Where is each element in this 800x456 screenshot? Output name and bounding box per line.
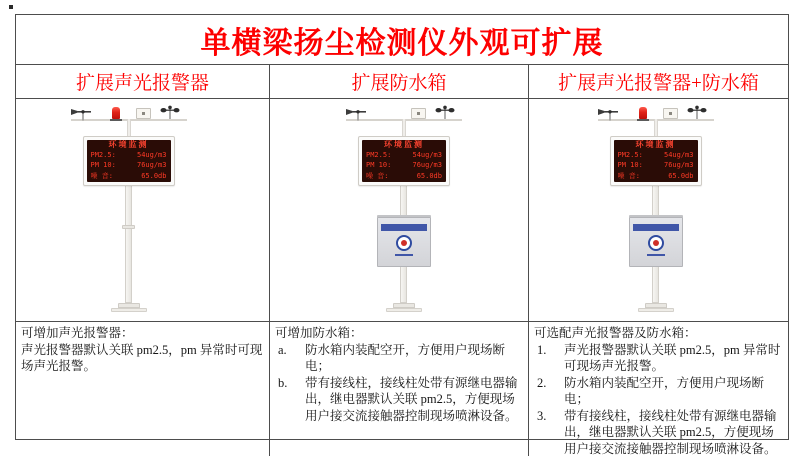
led-screen [614, 140, 698, 182]
box-label-strip [633, 224, 679, 231]
pole-base-plate [386, 308, 422, 312]
notes-cell-2 [269, 322, 529, 456]
led-display [83, 136, 175, 186]
table-image-row [16, 99, 788, 322]
list-text: 防水箱内装配空开，方便用户现场断电； [564, 375, 765, 406]
led-screen [87, 140, 171, 182]
note-intro: 可增加声光报警器： [21, 326, 134, 340]
table-notes-row [16, 322, 788, 456]
led-screen-title: 环境监测 [384, 140, 424, 149]
anemometer-icon [160, 105, 180, 121]
list-marker: b. [278, 375, 288, 390]
led-row-pm10: PM 10: 76ug/m3 [90, 161, 167, 170]
pole-base-plate [111, 308, 147, 312]
list-marker: 2. [537, 375, 547, 390]
anemometer-icon [435, 105, 455, 121]
device-photo-cell-3 [529, 99, 788, 321]
mast-stub [654, 119, 658, 136]
note-text: 声光报警器默认关联 pm2.5，pm 异常时可现场声光报警。 [21, 342, 263, 373]
sensor-box-icon [411, 108, 426, 119]
mounting-pole [125, 185, 132, 303]
box-caption-line [647, 254, 665, 256]
led-row-pm10: PM 10: 76ug/m3 [366, 161, 442, 170]
list-text: 带有接线柱，接线柱处带有源继电器输出，继电器默认关联 pm2.5，方便现场用户接交流接触器控制现场喷淋设备。 [305, 375, 518, 423]
page-title: 单横梁扬尘检测仪外观可扩展 [200, 26, 604, 60]
mast-stub [127, 119, 131, 136]
anemometer-icon [687, 105, 707, 121]
column-header-waterproof-box: 扩展防水箱 [269, 65, 529, 98]
device-photo-cell-1 [16, 99, 269, 321]
column-header-alarm-plus-box: 扩展声光报警器+防水箱 [558, 73, 759, 94]
wind-vane-icon [597, 106, 619, 122]
mast-stub [402, 119, 406, 136]
pole-base-plate [638, 308, 674, 312]
led-row-pm25: PM2.5: 54ug/m3 [366, 151, 442, 159]
column-header-alarm: 扩展声光报警器 [75, 73, 209, 94]
led-row-pm25: PM2.5: 54ug/m3 [617, 151, 694, 159]
device-photo-cell-2 [269, 99, 529, 321]
waterproof-box [629, 217, 683, 267]
list-marker: 1. [537, 342, 547, 357]
led-screen-title: 环境监测 [108, 140, 149, 149]
notes-cell-3 [529, 322, 788, 456]
note-intro: 可选配声光报警器及防水箱： [534, 326, 697, 340]
waterproof-box [377, 217, 431, 267]
note-list-item [534, 342, 784, 375]
table-header-row [16, 65, 788, 99]
dust-monitor-device-3 [571, 105, 741, 319]
box-label-strip [381, 224, 427, 231]
dust-monitor-device-1 [44, 105, 214, 319]
pole-collar [122, 225, 135, 229]
wind-vane-icon [345, 106, 367, 122]
box-logo-badge [396, 235, 412, 251]
led-display [610, 136, 702, 186]
list-marker: 3. [537, 408, 547, 423]
note-list-item [275, 375, 524, 425]
sensor-box-icon [136, 108, 151, 119]
note-list-item [534, 375, 784, 408]
led-screen [362, 140, 446, 182]
led-row-noise: 噪 音: 65.0db [366, 171, 442, 180]
box-caption-line [395, 254, 413, 256]
list-marker: a. [278, 342, 287, 357]
dust-monitor-device-2 [319, 105, 489, 319]
table-title-row [16, 15, 788, 65]
alarm-beacon-icon [112, 107, 120, 119]
list-text: 声光报警器默认关联 pm2.5，pm 异常时可现场声光报警。 [564, 342, 781, 373]
led-row-pm10: PM 10: 76ug/m3 [617, 161, 694, 170]
sensor-box-icon [663, 108, 678, 119]
led-screen-title: 环境监测 [635, 140, 676, 149]
wind-vane-icon [70, 106, 92, 122]
led-row-noise: 噪 音: 65.0db [617, 171, 694, 180]
note-list-item [534, 408, 784, 456]
led-row-pm25: PM2.5: 54ug/m3 [90, 151, 167, 159]
note-list-item [275, 342, 524, 375]
alarm-beacon-icon [639, 107, 647, 119]
scan-artifact-dot [9, 5, 13, 9]
note-intro: 可增加防水箱： [275, 326, 363, 340]
led-row-noise: 噪 音: 65.0db [90, 171, 167, 180]
led-display [358, 136, 450, 186]
box-logo-badge [648, 235, 664, 251]
notes-cell-1 [16, 322, 269, 456]
list-text: 防水箱内装配空开，方便用户现场断电； [305, 342, 506, 373]
spec-table [15, 14, 789, 456]
list-text: 带有接线柱，接线柱处带有源继电器输出，继电器默认关联 pm2.5，方便现场用户接交流接触器控制现场喷淋设备。 [564, 408, 777, 456]
